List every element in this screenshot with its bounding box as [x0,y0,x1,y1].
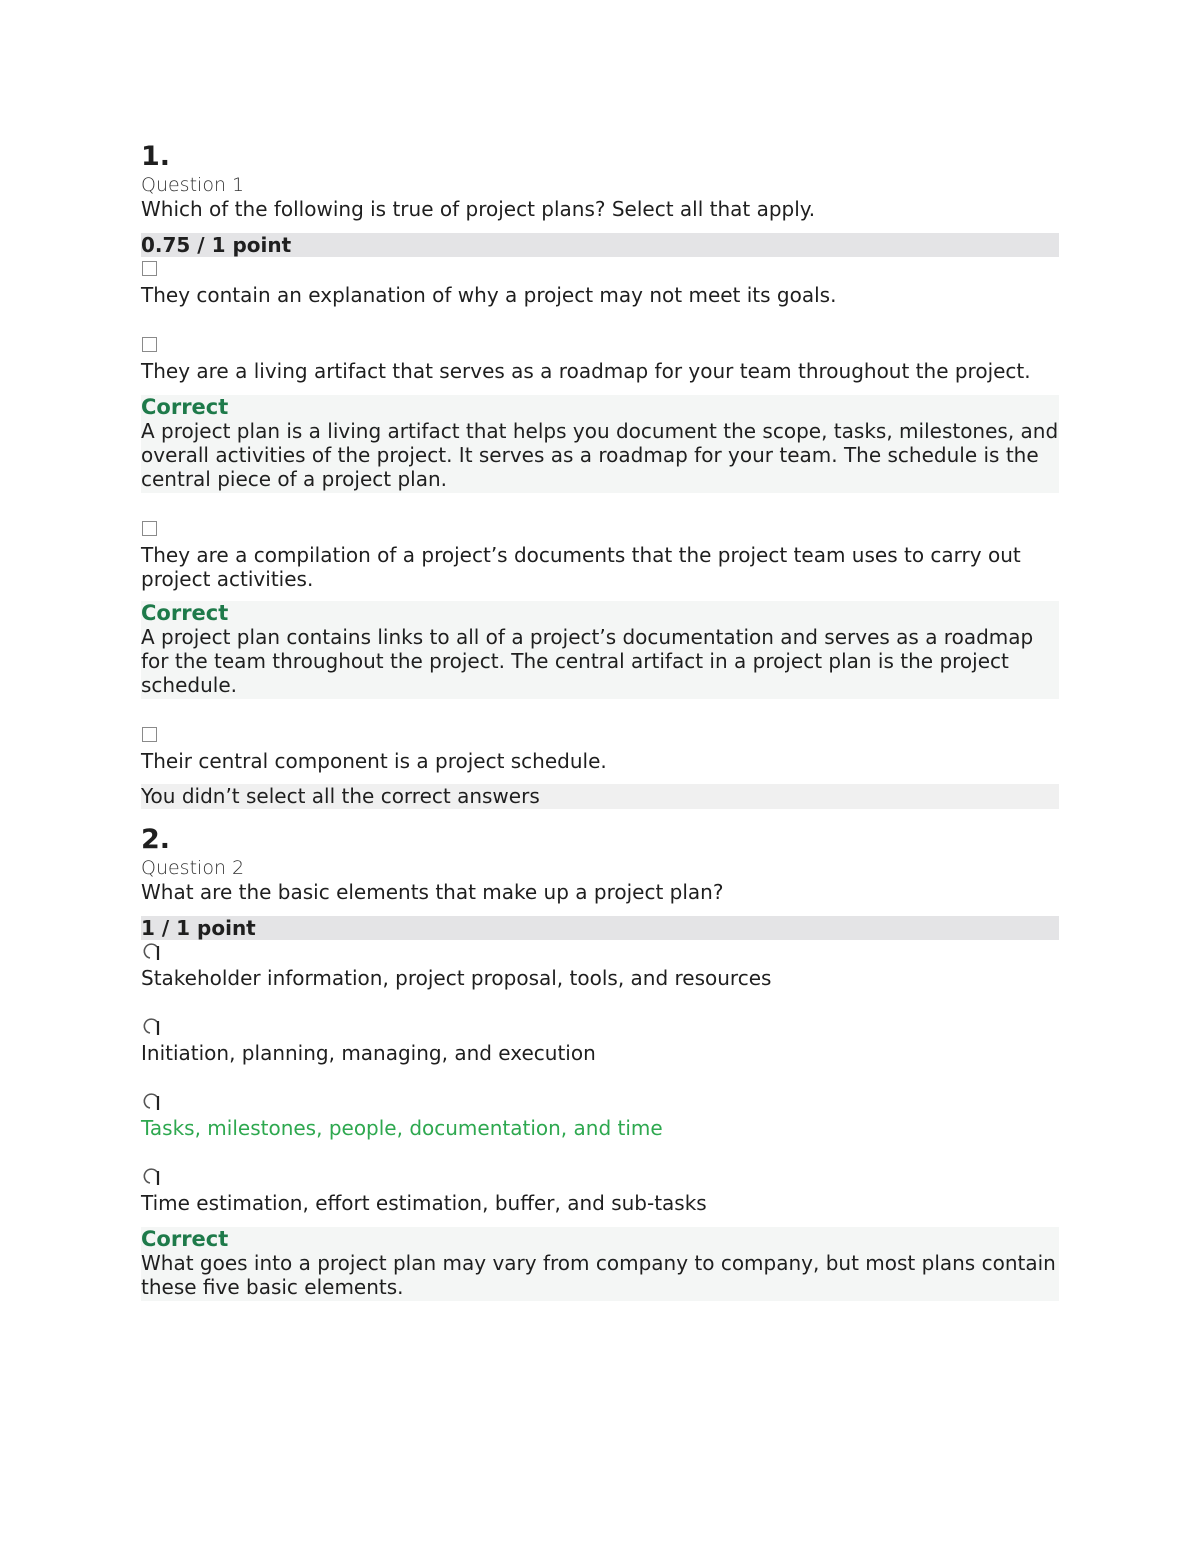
feedback-box [141,1227,1059,1301]
question-label: Question 1 [141,174,245,196]
checkbox-icon[interactable] [142,261,157,276]
question-number: 1. [141,141,171,172]
question-2 [141,823,1059,1301]
option-2[interactable] [141,1015,1059,1065]
option-text: They are a compilation of a project’s documents that the project team uses to carry out project activities. [141,543,1021,591]
option-4[interactable] [141,723,1059,773]
radio-icon[interactable] [142,1017,162,1037]
feedback-title: Correct [141,1227,229,1251]
option-text: Their central component is a project schedule. [141,749,607,773]
feedback-text: A project plan contains links to all of a project’s documentation and serves as a roadmap for the team throughout the project. The central artifact in a project plan is the project schedule. [141,625,1034,697]
option-3-selected[interactable] [141,1090,1059,1140]
radio-icon[interactable] [142,1092,162,1112]
question-text: What are the basic elements that make up a project plan? [141,880,724,904]
checkbox-icon[interactable] [142,727,157,742]
option-4[interactable] [141,1165,1059,1215]
feedback-title: Correct [141,601,229,625]
option-1[interactable] [141,257,1059,307]
option-text: Stakeholder information, project proposal, tools, and resources [141,966,772,990]
feedback-box [141,601,1059,699]
question-text: Which of the following is true of project plans? Select all that apply. [141,197,816,221]
option-1[interactable] [141,940,1059,990]
quiz-page [141,140,1059,1301]
checkbox-icon[interactable] [142,337,157,352]
checkbox-icon[interactable] [142,521,157,536]
answer-summary: You didn’t select all the correct answers [141,784,1059,809]
option-text: Time estimation, effort estimation, buffer, and sub-tasks [141,1191,707,1215]
feedback-box [141,395,1059,493]
option-3[interactable] [141,517,1059,591]
feedback-text: What goes into a project plan may vary from company to company, but most plans contain these five basic elements. [141,1251,1056,1299]
option-2[interactable] [141,333,1059,383]
question-1 [141,140,1059,809]
points-badge: 1 / 1 point [141,916,1059,940]
radio-icon[interactable] [142,942,162,962]
option-text: They are a living artifact that serves as a roadmap for your team throughout the project. [141,359,1031,383]
feedback-title: Correct [141,395,229,419]
question-number: 2. [141,824,171,855]
option-text: Initiation, planning, managing, and execution [141,1041,596,1065]
question-label: Question 2 [141,857,245,879]
feedback-text: A project plan is a living artifact that helps you document the scope, tasks, milestones, and overall activities of the project. It serves as a roadmap for your team. The schedule is the central piece of a project plan. [141,419,1059,491]
points-badge: 0.75 / 1 point [141,233,1059,257]
option-text: They contain an explanation of why a project may not meet its goals. [141,283,837,307]
radio-icon[interactable] [142,1167,162,1187]
option-text: Tasks, milestones, people, documentation, and time [141,1116,663,1140]
